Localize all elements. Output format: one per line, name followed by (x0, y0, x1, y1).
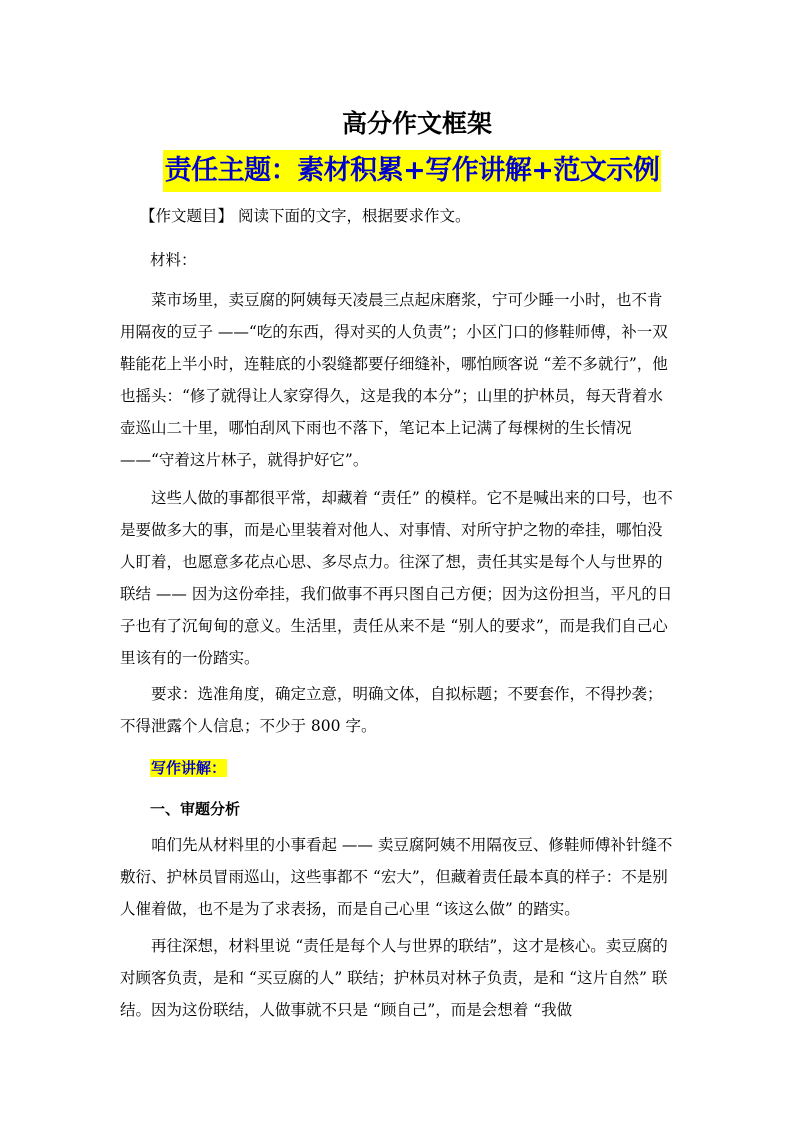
material-paragraph-1: 菜市场里，卖豆腐的阿姨每天凌晨三点起床磨浆，宁可少睡一小时，也不肯用隔夜的豆子 ——“吃的东西，得对买的人负责”；小区门口的修鞋师傅，补一双鞋能花上半小时，连鞋底的小裂缝都要仔细缝补，哪怕顾客说 “差不多就行”，他也摇头：“修了就得让人家穿得久，这是我的本分”；山里的护林员，每天背着水壶巡山二十里，哪怕刮风下雨也不落下，笔记本上记满了每棵树的生长情况 ——“守着这片林子，就得护好它”。 (120, 291, 668, 469)
section-heading-analysis: 一、审题分析 (150, 800, 241, 818)
writing-guide-label-text: 写作讲解： (151, 759, 227, 777)
page-subtitle: 责任主题：素材积累+写作讲解+范文示例 (163, 150, 662, 192)
essay-prompt (140, 200, 470, 232)
material-paragraph-2: 这些人做的事都很平常，却藏着 “责任” 的模样。它不是喊出来的口号，也不是要做多大的事，而是心里装着对他人、对事情、对所守护之物的牵挂，哪怕没人盯着，也愿意多花点心思、多尽点力。往深了想，责任其实是每个人与世界的联结 —— 因为这份牵挂，我们做事不再只图自己方便；因为这份担当，平凡的日子也有了沉甸甸的意义。生活里，责任从来不是 “别人的要求”，而是我们自己心里该有的一份踏实。 (120, 489, 673, 667)
page-title: 高分作文框架 (341, 109, 492, 138)
prompt-text: 阅读下面的文字，根据要求作文。 (237, 207, 471, 225)
prompt-label: 【作文题目】 (140, 207, 234, 225)
writing-guide-label (150, 757, 227, 779)
analysis-paragraph-2: 再往深想，材料里说 “责任是每个人与世界的联结”，这才是核心。卖豆腐的对顾客负责，是和 “买豆腐的人” 联结；护林员对林子负责，是和 “这片自然” 联结。因为这份联结，人做事就不只是 “顾自己”，而是会想着 “我做 (120, 937, 668, 1019)
material-label: 材料： (150, 251, 197, 269)
subtitle-container (0, 150, 794, 192)
requirements-paragraph: 要求：选准角度，确定立意，明确文体，自拟标题；不要套作，不得抄袭；不得泄露个人信息；不少于 800 字。 (120, 685, 663, 735)
analysis-paragraph-1: 咱们先从材料里的小事看起 —— 卖豆腐阿姨不用隔夜豆、修鞋师傅补针缝不敷衍、护林员冒雨巡山，这些事都不 “宏大”，但藏着责任最本真的样子：不是别人催着做，也不是为了求表扬，而是自己心里 “该这么做” 的踏实。 (120, 836, 673, 918)
